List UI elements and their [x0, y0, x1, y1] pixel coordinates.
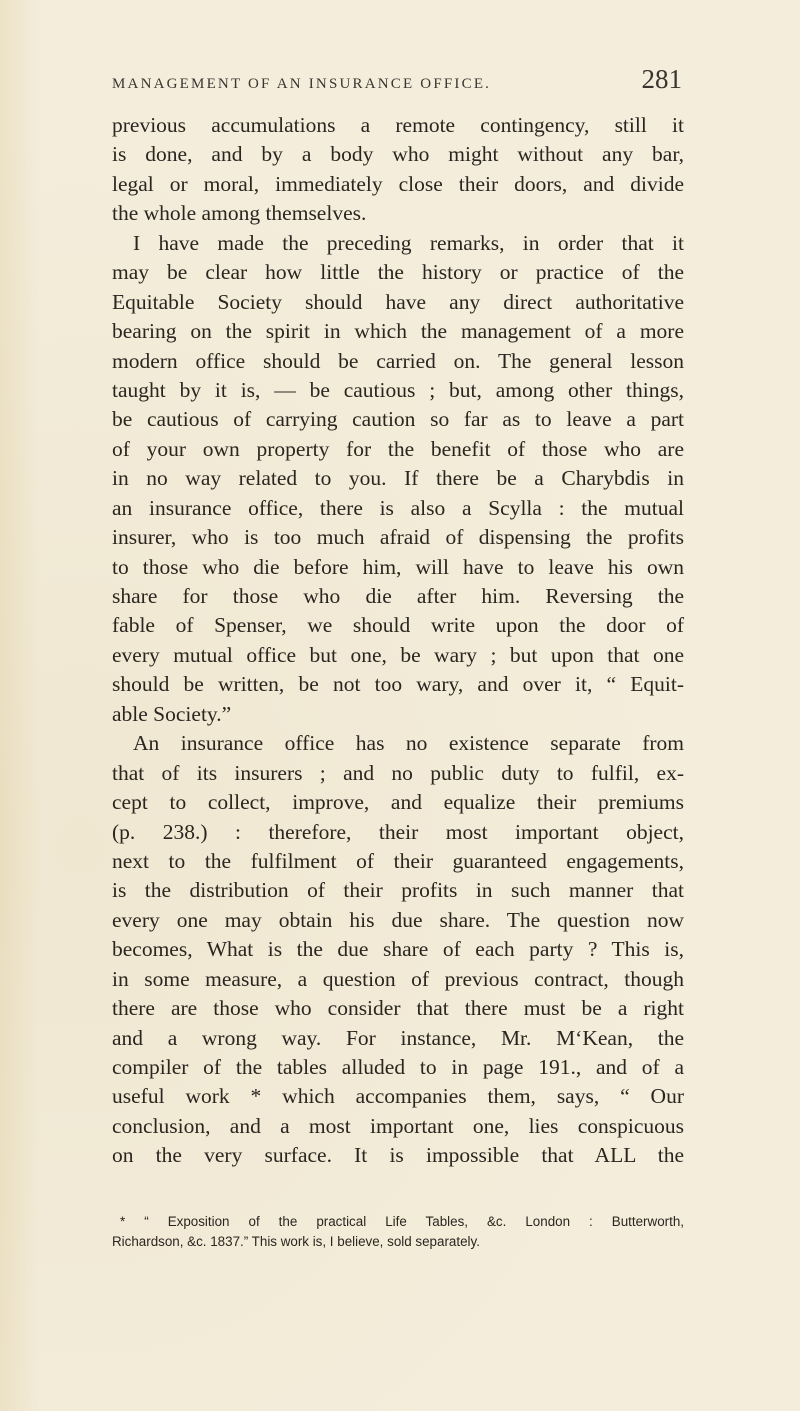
text-line: in no way related to you. If there be a Charybdis in	[112, 466, 684, 491]
text-line: is the distribution of their profits in such manner that	[112, 878, 684, 903]
text-line: next to the fulfilment of their guaranteed engagements,	[112, 848, 684, 873]
page-header	[112, 64, 682, 104]
text-line: cept to collect, improve, and equalize their premiums	[112, 790, 684, 815]
text-line: and a wrong way. For instance, Mr. M‘Kean, the	[112, 1025, 684, 1050]
text-line: conclusion, and a most important one, lies conspicuous	[112, 1113, 684, 1138]
text-line: compiler of the tables alluded to in page 191., and of a	[112, 1055, 684, 1079]
text-line: every one may obtain his due share. The question now	[112, 907, 684, 932]
text-line: previous accumulations a remote contingency, still it	[112, 113, 684, 137]
text-line: the whole among themselves.	[112, 201, 367, 226]
text-line: fable of Spenser, we should write upon the door of	[112, 613, 684, 638]
text-line: should be written, be not too wary, and over it, “ Equit-	[112, 672, 684, 697]
text-line: bearing on the spirit in which the management of a more	[112, 319, 684, 344]
body-text	[112, 111, 684, 1171]
text-line: in some measure, a question of previous contract, though	[112, 966, 684, 991]
footnote	[112, 1212, 684, 1252]
text-line: becomes, What is the due share of each party ? This is,	[112, 937, 684, 962]
running-head: MANAGEMENT OF AN INSURANCE OFFICE.	[112, 76, 492, 92]
text-line: I have made the preceding remarks, in order that it	[133, 230, 684, 255]
footnote-line: * “ Exposition of the practical Life Tables, &c. London : Butterworth,	[120, 1214, 684, 1229]
text-line: legal or moral, immediately close their doors, and divide	[112, 171, 684, 196]
text-line: useful work * which accompanies them, says, “ Our	[112, 1084, 684, 1109]
footnote-line: Richardson, &c. 1837.” This work is, I believe, sold separately.	[112, 1234, 480, 1249]
text-line: is done, and by a body who might without any bar,	[112, 142, 684, 167]
text-line: on the very surface. It is impossible that ALL the	[112, 1143, 684, 1168]
text-line: every mutual office but one, be wary ; but upon that one	[112, 642, 684, 667]
text-line: there are those who consider that there must be a right	[112, 996, 684, 1021]
text-line: to those who die before him, will have to leave his own	[112, 554, 684, 579]
text-line: (p. 238.) : therefore, their most important object,	[112, 819, 684, 844]
text-line: an insurance office, there is also a Scylla : the mutual	[112, 495, 684, 520]
text-line: that of its insurers ; and no public duty to fulfil, ex-	[112, 760, 684, 785]
text-line: modern office should be carried on. The general lesson	[112, 348, 684, 373]
text-line: may be clear how little the history or practice of the	[112, 260, 684, 285]
text-line: be cautious of carrying caution so far as to leave a part	[112, 407, 684, 432]
text-line: An insurance office has no existence separate from	[133, 731, 684, 756]
text-line: Equitable Society should have any direct authoritative	[112, 289, 684, 314]
text-line: able Society.”	[112, 701, 232, 726]
page-number: 281	[641, 64, 682, 94]
text-line: taught by it is, — be cautious ; but, among other things,	[112, 377, 684, 402]
text-line: of your own property for the benefit of those who are	[112, 436, 684, 461]
text-line: share for those who die after him. Reversing the	[112, 584, 684, 608]
text-line: insurer, who is too much afraid of dispensing the profits	[112, 525, 684, 550]
